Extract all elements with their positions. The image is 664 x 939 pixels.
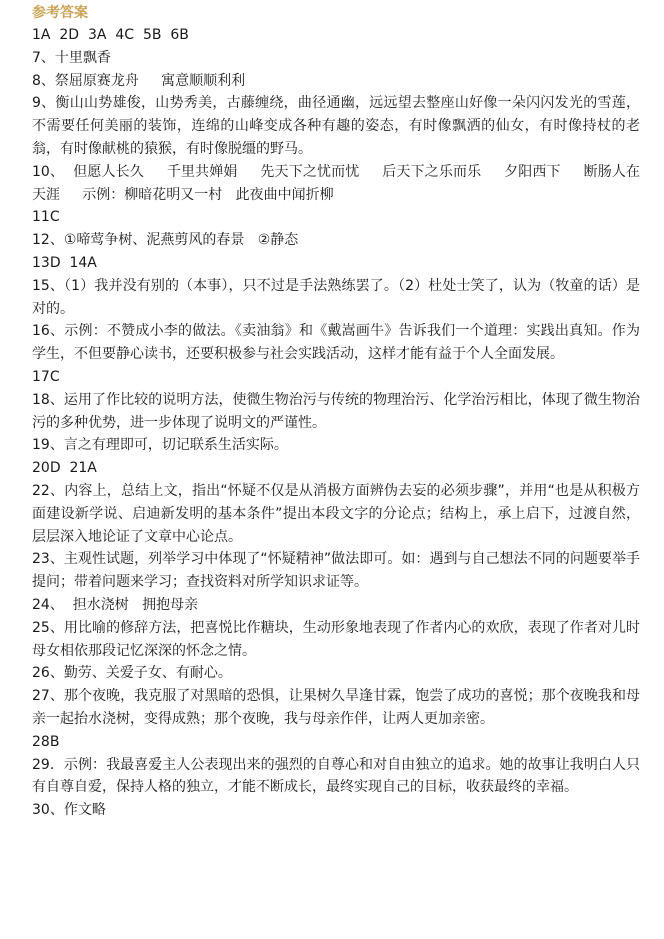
answer-item: 19、言之有理即可，切记联系生活实际。 [32,437,288,454]
answer-item: 30、作文略 [32,802,106,819]
answer-item: 22、内容上，总结上文，指出“怀疑不仅是从消极方面辨伪去妄的必须步骤”，并用“也是从积极方面建设新学说、启迪新发明的基本条件”提出本段文字的分论点；结构上，承上启下，过渡自然，层层深入地论证了文章中心论点。 [32,482,640,545]
answer-item: 15、（1）我并没有别的（本事），只不过是手法熟练罢了。（2）杜处士笑了，认为（牧童的话）是对的。 [32,277,640,317]
answer-item: 1A 2D 3A 4C 5B 6B [32,27,189,43]
answer-item: 26、勤劳、关爱子女、有耐心。 [32,665,232,682]
answer-item: 23、主观性试题，列举学习中体现了“怀疑精神”做法即可。如：遇到与自己想法不同的问题要举手提问；带着问题来学习；查找资料对所学知识求证等。 [32,551,640,591]
answer-item: 11C [32,209,60,226]
answer-item: 8、祭屈原赛龙舟 寓意顺顺利利 [32,72,246,89]
answer-item: 27、那个夜晚，我克服了对黑暗的恐惧，让果树久旱逢甘霖，饱尝了成功的喜悦；那个夜晚我和母亲一起抬水浇树，变得成熟；那个夜晚，我与母亲作伴，让两人更加亲密。 [32,688,640,727]
answer-item: 16、示例：不赞成小李的做法。《卖油翁》和《戴嵩画牛》告诉我们一个道理：实践出真知。作为学生，不但要静心读书，还要积极参与社会实践活动，这样才能有益于个人全面发展。 [32,323,640,363]
answer-item: 12、①啼莺争树、泥燕剪风的春景 ②静态 [32,232,299,249]
answer-item: 28B [32,733,60,750]
answer-item: 24、 担水浇树 拥抱母亲 [32,596,199,613]
answer-item: 10、 但愿人长久 千里共婵娟 先天下之忧而忧 后天下之乐而乐 夕阳西下 断肠人在天涯 示例：柳暗花明又一村 此夜曲中闻折柳 [32,163,640,203]
answer-item: 20D 21A [32,460,97,477]
answer-item: 18、运用了作比较的说明方法，使微生物治污与传统的物理治污、化学治污相比，体现了微生物治污的多种优势，进一步体现了说明文的严谨性。 [32,391,640,431]
answer-item: 7、十里飘香 [32,49,111,66]
answer-item: 13D 14A [32,254,97,271]
answer-item: 29．示例：我最喜爱主人公表现出来的强烈的自尊心和对自由独立的追求。她的故事让我明白人只有自尊自爱，保持人格的独立，才能不断成长，最终实现自己的目标，收获最终的幸福。 [32,756,640,796]
answer-list [32,24,640,822]
answer-item: 17C [32,368,60,385]
answer-key-title: 参考答案 [32,5,88,21]
answer-item: 25、用比喻的修辞方法，把喜悦比作糖块，生动形象地表现了作者内心的欢欣，表现了作者对儿时母女相依那段记忆深深的怀念之情。 [32,619,640,659]
answer-item: 9、衡山山势雄俊，山势秀美，古藤缠绕，曲径通幽，远远望去整座山好像一朵闪闪发光的雪莲，不需要任何美丽的装饰，连绵的山峰变成各种有趣的姿态，有时像飘洒的仙女，有时像持杖的老翁，有时像献桃的猿猴，有时像脱缰的野马。 [32,95,640,157]
